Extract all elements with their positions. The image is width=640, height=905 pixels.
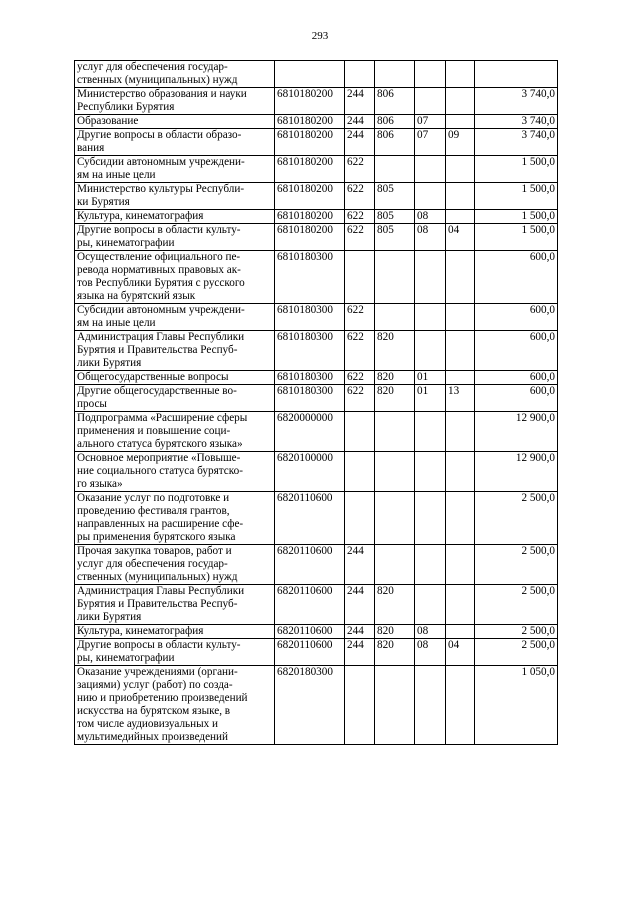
item-name-cell [75, 304, 275, 331]
table-row [75, 385, 558, 412]
csr-code-cell: 6810180300 [275, 371, 345, 385]
csr-code-cell: 6810180200 [275, 88, 345, 115]
item-name-cell [75, 88, 275, 115]
item-name-cell [75, 156, 275, 183]
item-name-cell [75, 371, 275, 385]
item-name-line: Подпрограмма «Расширение сферы [77, 412, 248, 424]
item-name-cell [75, 210, 275, 224]
expense-type-cell: 622 [345, 156, 375, 183]
section-cell [415, 412, 446, 452]
item-name-line: вания [77, 142, 105, 154]
subsection-cell [446, 412, 475, 452]
section-cell: 08 [415, 625, 446, 639]
expense-type-cell: 622 [345, 304, 375, 331]
item-name-line: Администрация Главы Республики [77, 585, 245, 597]
grbs-cell [375, 251, 415, 304]
item-name-cell [75, 625, 275, 639]
csr-code-cell: 6810180200 [275, 115, 345, 129]
section-cell [415, 251, 446, 304]
csr-code-cell: 6810180300 [275, 304, 345, 331]
budget-table [74, 60, 558, 745]
table-row [75, 585, 558, 625]
table-row [75, 452, 558, 492]
item-name-line: ревода нормативных правовых ак- [77, 264, 241, 276]
item-name-line: ры, кинематографии [77, 652, 175, 664]
amount-cell: 600,0 [475, 304, 558, 331]
item-name-cell [75, 331, 275, 371]
subsection-cell [446, 88, 475, 115]
csr-code-cell: 6820110600 [275, 545, 345, 585]
subsection-cell [446, 585, 475, 625]
item-name-line: го языка» [77, 478, 123, 490]
item-name-line: Общегосударственные вопросы [77, 371, 229, 383]
item-name-line: проведению фестиваля грантов, [77, 505, 230, 517]
expense-type-cell: 244 [345, 115, 375, 129]
item-name-line: Республики Бурятия [77, 101, 175, 113]
item-name-line: зациями) услуг (работ) по созда- [77, 679, 233, 691]
table-row [75, 61, 558, 88]
item-name-line: Культура, кинематография [77, 625, 204, 637]
item-name-line: Министерство культуры Республи- [77, 183, 245, 195]
item-name-line: Другие вопросы в области образо- [77, 129, 242, 141]
amount-cell: 1 500,0 [475, 183, 558, 210]
amount-cell: 2 500,0 [475, 492, 558, 545]
grbs-cell: 820 [375, 331, 415, 371]
item-name-line: направленных на расширение сфе- [77, 518, 244, 530]
table-row [75, 156, 558, 183]
page-number: 293 [311, 30, 329, 42]
item-name-cell [75, 585, 275, 625]
grbs-cell [375, 545, 415, 585]
subsection-cell [446, 156, 475, 183]
subsection-cell [446, 625, 475, 639]
item-name-line: просы [77, 398, 107, 410]
amount-cell: 12 900,0 [475, 412, 558, 452]
grbs-cell: 820 [375, 625, 415, 639]
grbs-cell: 806 [375, 115, 415, 129]
item-name-cell [75, 61, 275, 88]
csr-code-cell: 6810180300 [275, 331, 345, 371]
csr-code-cell: 6820110600 [275, 585, 345, 625]
item-name-line: Основное мероприятие «Повыше- [77, 452, 241, 464]
subsection-cell [446, 331, 475, 371]
item-name-line: Образование [77, 115, 139, 127]
item-name-line: Субсидии автономным учреждени- [77, 156, 245, 168]
section-cell [415, 61, 446, 88]
item-name-line: Другие вопросы в области культу- [77, 639, 241, 651]
grbs-cell: 806 [375, 129, 415, 156]
table-row [75, 545, 558, 585]
subsection-cell [446, 183, 475, 210]
item-name-line: ям на иные цели [77, 169, 156, 181]
expense-type-cell: 244 [345, 625, 375, 639]
csr-code-cell: 6820110600 [275, 625, 345, 639]
item-name-cell [75, 492, 275, 545]
item-name-cell [75, 224, 275, 251]
subsection-cell [446, 61, 475, 88]
expense-type-cell: 622 [345, 183, 375, 210]
item-name-cell [75, 452, 275, 492]
amount-cell: 1 050,0 [475, 666, 558, 745]
item-name-cell [75, 545, 275, 585]
item-name-line: лики Бурятия [77, 357, 142, 369]
csr-code-cell: 6810180300 [275, 385, 345, 412]
item-name-cell [75, 183, 275, 210]
item-name-line: языка на бурятский язык [77, 290, 196, 302]
csr-code-cell [275, 61, 345, 88]
grbs-cell: 805 [375, 210, 415, 224]
grbs-cell [375, 492, 415, 545]
item-name-line: ки Бурятия [77, 196, 130, 208]
item-name-line: Оказание услуг по подготовке и [77, 492, 230, 504]
table-row [75, 666, 558, 745]
grbs-cell [375, 452, 415, 492]
section-cell: 07 [415, 115, 446, 129]
amount-cell: 1 500,0 [475, 224, 558, 251]
item-name-line: Оказание учреждениями (органи- [77, 666, 238, 678]
item-name-line: Другие вопросы в области культу- [77, 224, 241, 236]
amount-cell: 600,0 [475, 251, 558, 304]
table-row [75, 115, 558, 129]
amount-cell: 3 740,0 [475, 115, 558, 129]
subsection-cell [446, 251, 475, 304]
item-name-line: Администрация Главы Республики [77, 331, 245, 343]
csr-code-cell: 6820110600 [275, 639, 345, 666]
expense-type-cell [345, 452, 375, 492]
amount-cell: 600,0 [475, 385, 558, 412]
item-name-line: ственных (муниципальных) нужд [77, 74, 238, 86]
item-name-line: нию и приобретению произведений [77, 692, 248, 704]
grbs-cell [375, 304, 415, 331]
item-name-line: услуг для обеспечения государ- [77, 61, 228, 73]
amount-cell: 600,0 [475, 331, 558, 371]
expense-type-cell: 622 [345, 331, 375, 371]
expense-type-cell: 622 [345, 371, 375, 385]
item-name-line: Бурятия и Правительства Респуб- [77, 598, 238, 610]
csr-code-cell: 6810180300 [275, 251, 345, 304]
subsection-cell [446, 452, 475, 492]
amount-cell: 1 500,0 [475, 210, 558, 224]
expense-type-cell: 622 [345, 385, 375, 412]
subsection-cell [446, 371, 475, 385]
item-name-line: ры, кинематографии [77, 237, 175, 249]
section-cell: 01 [415, 371, 446, 385]
subsection-cell: 09 [446, 129, 475, 156]
item-name-line: тов Республики Бурятия с русского [77, 277, 245, 289]
grbs-cell [375, 666, 415, 745]
table-row [75, 88, 558, 115]
item-name-cell [75, 385, 275, 412]
section-cell [415, 183, 446, 210]
item-name-line: ры применения бурятского языка [77, 531, 236, 543]
subsection-cell: 04 [446, 224, 475, 251]
csr-code-cell: 6810180200 [275, 183, 345, 210]
subsection-cell: 13 [446, 385, 475, 412]
grbs-cell: 805 [375, 183, 415, 210]
item-name-line: Министерство образования и науки [77, 88, 247, 100]
csr-code-cell: 6810180200 [275, 224, 345, 251]
section-cell [415, 452, 446, 492]
subsection-cell [446, 210, 475, 224]
table-row [75, 304, 558, 331]
csr-code-cell: 6810180200 [275, 156, 345, 183]
amount-cell [475, 61, 558, 88]
expense-type-cell: 244 [345, 545, 375, 585]
item-name-cell [75, 412, 275, 452]
section-cell: 08 [415, 224, 446, 251]
section-cell: 07 [415, 129, 446, 156]
section-cell: 01 [415, 385, 446, 412]
grbs-cell: 820 [375, 585, 415, 625]
table-row [75, 224, 558, 251]
item-name-cell [75, 129, 275, 156]
item-name-line: Субсидии автономным учреждени- [77, 304, 245, 316]
amount-cell: 3 740,0 [475, 129, 558, 156]
subsection-cell [446, 545, 475, 585]
section-cell: 08 [415, 210, 446, 224]
section-cell [415, 156, 446, 183]
table-row [75, 251, 558, 304]
amount-cell: 2 500,0 [475, 625, 558, 639]
table-row [75, 371, 558, 385]
table-row [75, 129, 558, 156]
budget-table-body [75, 61, 558, 745]
item-name-line: Осуществление официального пе- [77, 251, 241, 263]
expense-type-cell [345, 61, 375, 88]
item-name-line: ние социального статуса бурятско- [77, 465, 243, 477]
amount-cell: 1 500,0 [475, 156, 558, 183]
item-name-line: Бурятия и Правительства Респуб- [77, 344, 238, 356]
item-name-line: искусства на бурятском языке, в [77, 705, 231, 717]
section-cell [415, 545, 446, 585]
grbs-cell: 820 [375, 371, 415, 385]
section-cell [415, 304, 446, 331]
item-name-cell [75, 115, 275, 129]
subsection-cell [446, 304, 475, 331]
section-cell [415, 88, 446, 115]
table-row [75, 492, 558, 545]
expense-type-cell: 244 [345, 639, 375, 666]
grbs-cell [375, 412, 415, 452]
amount-cell: 12 900,0 [475, 452, 558, 492]
grbs-cell: 805 [375, 224, 415, 251]
item-name-line: лики Бурятия [77, 611, 142, 623]
item-name-line: ственных (муниципальных) нужд [77, 571, 238, 583]
amount-cell: 600,0 [475, 371, 558, 385]
table-row [75, 625, 558, 639]
item-name-line: ям на иные цели [77, 317, 156, 329]
amount-cell: 3 740,0 [475, 88, 558, 115]
expense-type-cell [345, 492, 375, 545]
amount-cell: 2 500,0 [475, 639, 558, 666]
grbs-cell: 820 [375, 639, 415, 666]
section-cell: 08 [415, 639, 446, 666]
expense-type-cell: 244 [345, 585, 375, 625]
table-row [75, 639, 558, 666]
csr-code-cell: 6820000000 [275, 412, 345, 452]
grbs-cell: 820 [375, 385, 415, 412]
expense-type-cell: 622 [345, 224, 375, 251]
subsection-cell: 04 [446, 639, 475, 666]
expense-type-cell: 622 [345, 210, 375, 224]
expense-type-cell [345, 666, 375, 745]
subsection-cell [446, 115, 475, 129]
section-cell [415, 666, 446, 745]
grbs-cell [375, 61, 415, 88]
csr-code-cell: 6810180200 [275, 210, 345, 224]
csr-code-cell: 6820110600 [275, 492, 345, 545]
item-name-line: Прочая закупка товаров, работ и [77, 545, 232, 557]
expense-type-cell [345, 412, 375, 452]
amount-cell: 2 500,0 [475, 585, 558, 625]
csr-code-cell: 6810180200 [275, 129, 345, 156]
item-name-cell [75, 251, 275, 304]
item-name-line: Культура, кинематография [77, 210, 204, 222]
amount-cell: 2 500,0 [475, 545, 558, 585]
section-cell [415, 331, 446, 371]
subsection-cell [446, 492, 475, 545]
item-name-cell [75, 639, 275, 666]
table-row [75, 210, 558, 224]
table-row [75, 412, 558, 452]
section-cell [415, 492, 446, 545]
grbs-cell: 806 [375, 88, 415, 115]
item-name-line: услуг для обеспечения государ- [77, 558, 228, 570]
item-name-line: применения и повышение соци- [77, 425, 231, 437]
item-name-cell [75, 666, 275, 745]
csr-code-cell: 6820180300 [275, 666, 345, 745]
subsection-cell [446, 666, 475, 745]
table-row [75, 331, 558, 371]
table-row [75, 183, 558, 210]
item-name-line: ального статуса бурятского языка» [77, 438, 243, 450]
item-name-line: мультимедийных произведений [77, 731, 229, 743]
item-name-line: Другие общегосударственные во- [77, 385, 237, 397]
expense-type-cell: 244 [345, 129, 375, 156]
grbs-cell [375, 156, 415, 183]
csr-code-cell: 6820100000 [275, 452, 345, 492]
expense-type-cell [345, 251, 375, 304]
item-name-line: том числе аудиовизуальных и [77, 718, 219, 730]
section-cell [415, 585, 446, 625]
expense-type-cell: 244 [345, 88, 375, 115]
